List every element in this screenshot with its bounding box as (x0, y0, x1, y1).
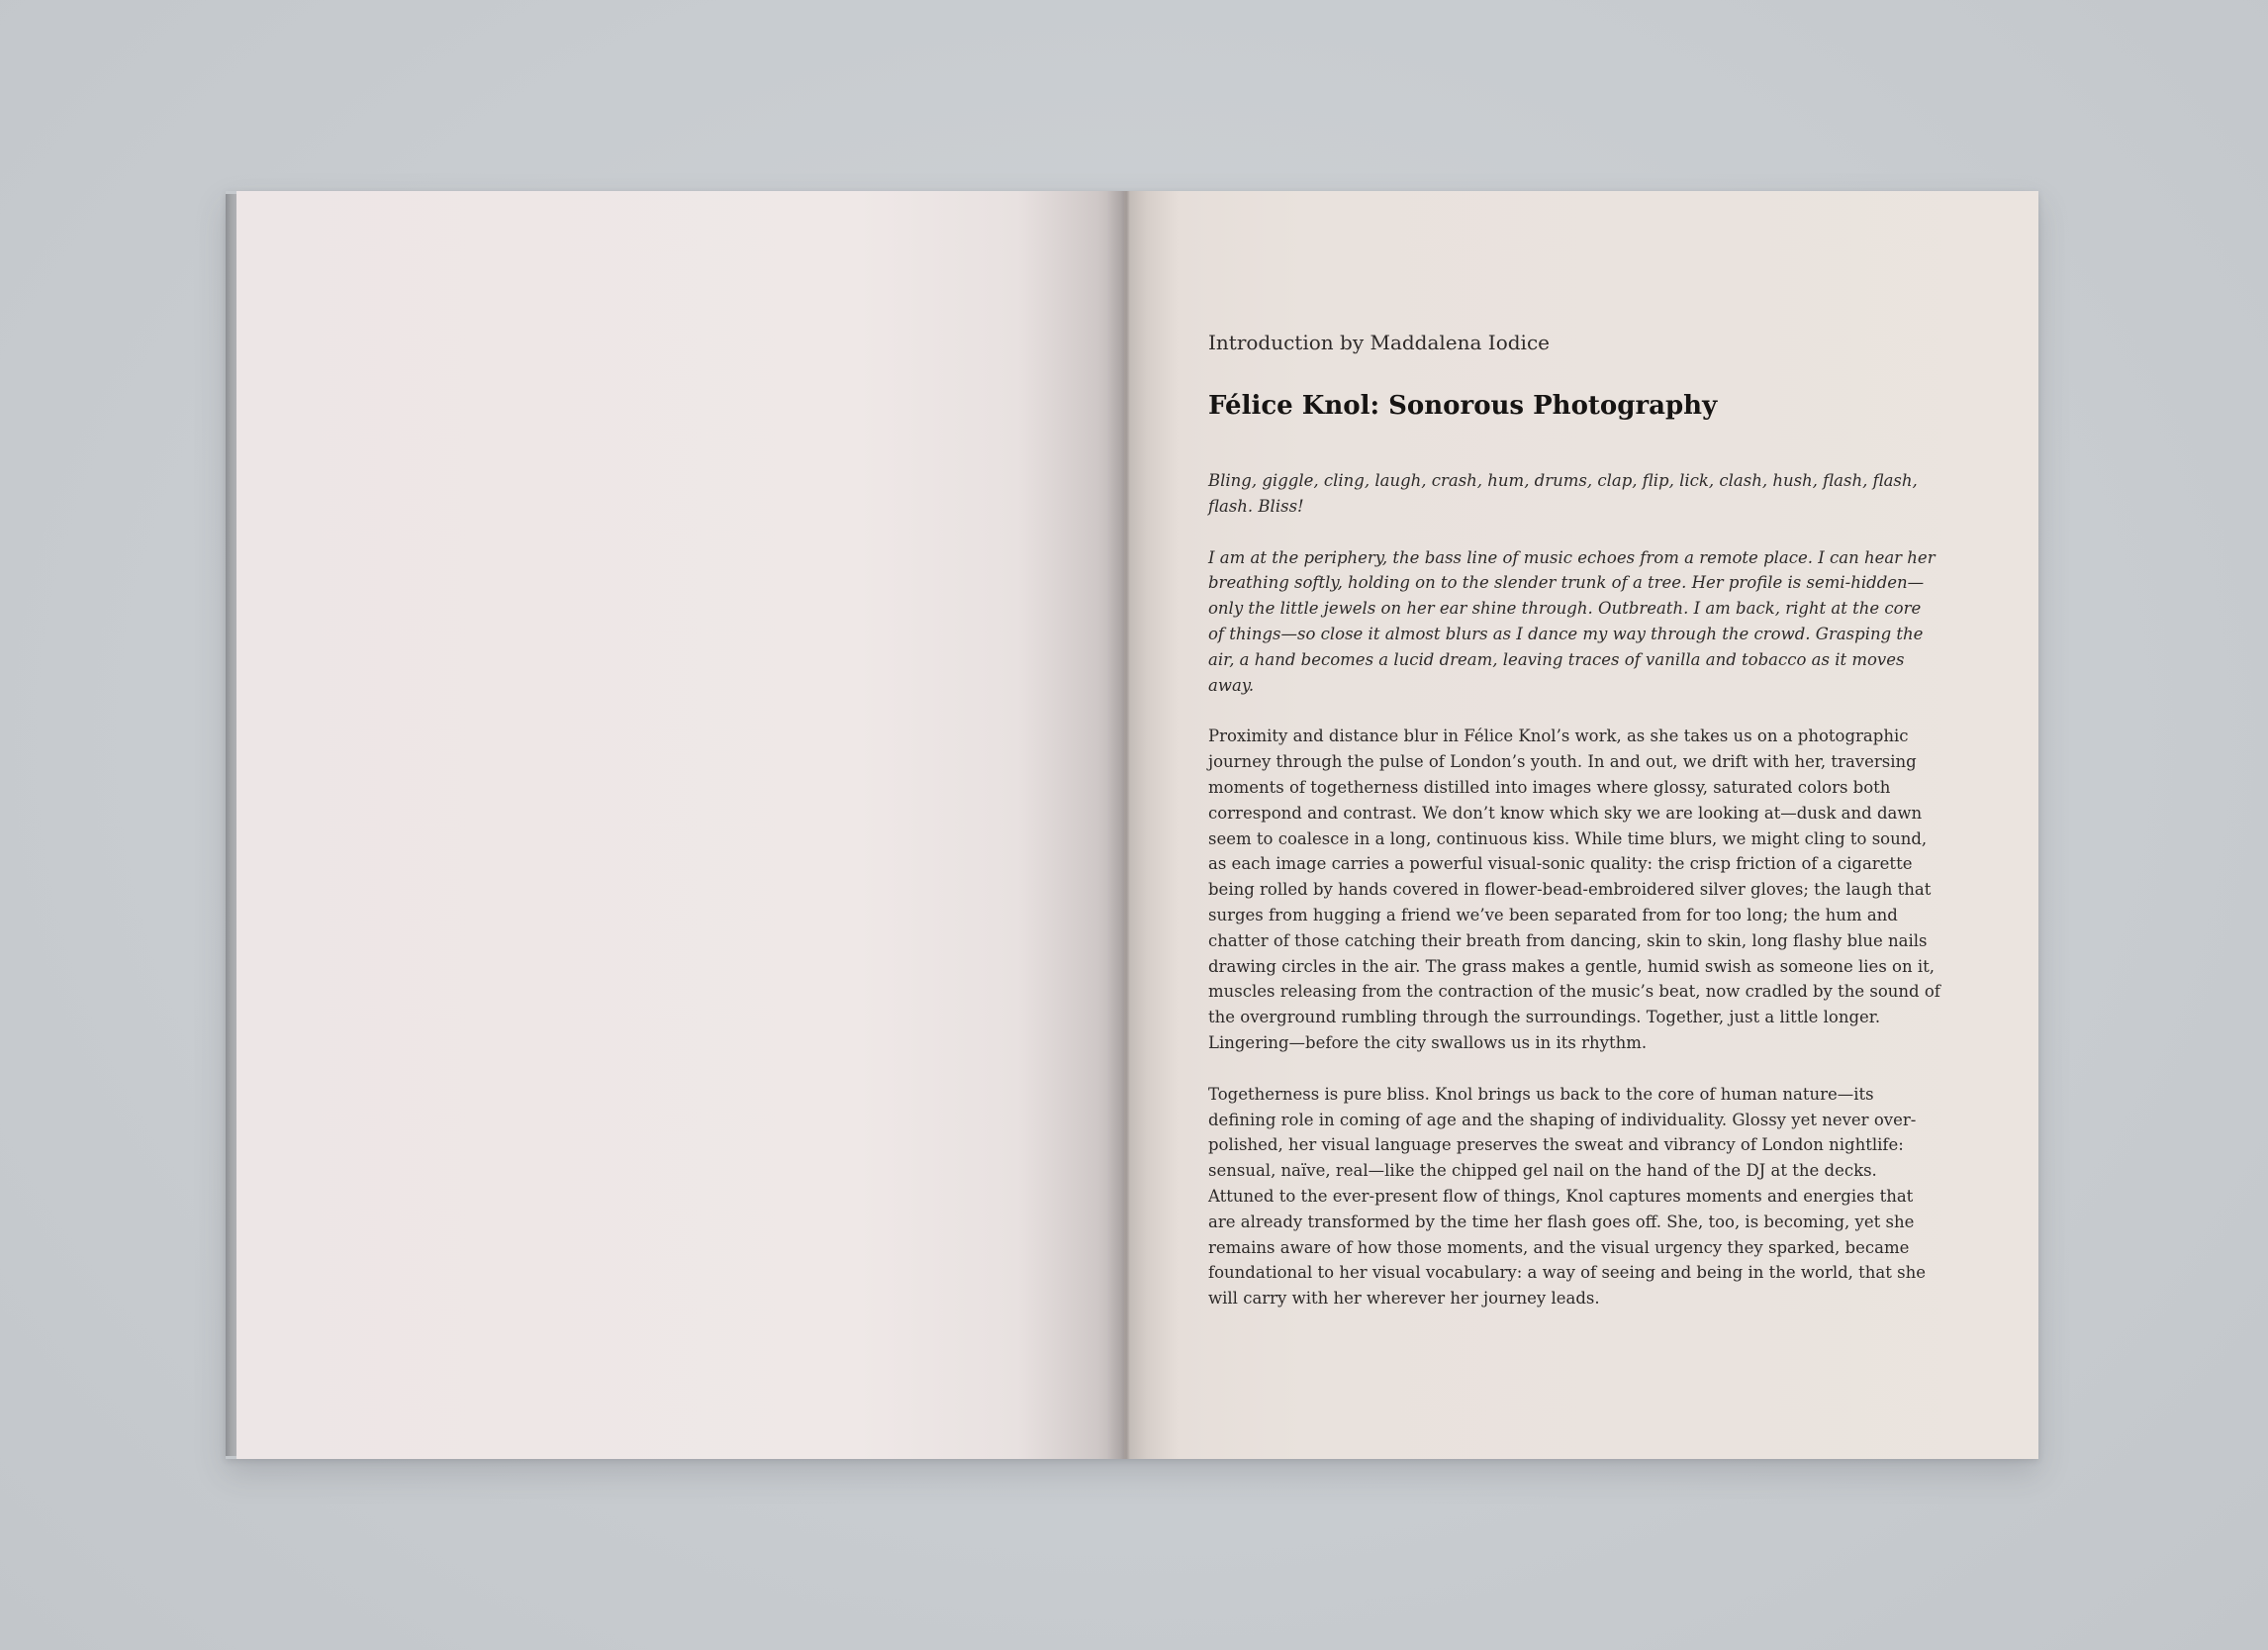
introduction-byline: Introduction by Maddalena Iodice (1208, 331, 1550, 354)
italic-paragraph-onomatopoeia: Bling, giggle, cling, laugh, crash, hum, drums, clap, flip, lick, clash, hush, flash, flash, flash. Bliss! (1208, 471, 1918, 516)
article-title: Félice Knol: Sonorous Photography (1208, 391, 1718, 421)
italic-paragraph-scene: I am at the periphery, the bass line of music echoes from a remote place. I can hear her breathing softly, holding on to the slender trunk of a tree. Her profile is semi-hidden—only the little jewels on her ear shine through. Outbreath. I am back, right at the core of things—so close it almost blurs as I dance my way through the crowd. Grasping the air, a hand becomes a lucid dream, leaving traces of vanilla and tobacco as it moves away. (1208, 547, 1936, 695)
article-text-block (1208, 329, 1940, 1311)
left-page-blank (236, 191, 1124, 1459)
body-paragraph-togetherness: Togetherness is pure bliss. Knol brings us back to the core of human nature—its defining role in coming of age and the shaping of individuality. Glossy yet never over-polished, her visual language preserves the sweat and vibrancy of London nightlife: sensual, naïve, real—like the chipped gel nail on the hand of the DJ at the decks. Attuned to the ever-present flow of things, Knol captures moments and energies that are already transformed by the time her flash goes off. She, too, is becoming, yet she remains aware of how those moments, and the visual urgency they sparked, became foundational to her visual vocabulary: a way of seeing and being in the world, that she will carry with her wherever her journey leads. (1208, 1084, 1926, 1309)
body-paragraph-proximity: Proximity and distance blur in Félice Knol’s work, as she takes us on a photographic journey through the pulse of London’s youth. In and out, we drift with her, traversing moments of togetherness distilled into images where glossy, saturated colors both correspond and contrast. We don’t know which sky we are looking at—dusk and dawn seem to coalesce in a long, continuous kiss. While time blurs, we might cling to sound, as each image carries a powerful visual-sonic quality: the crisp friction of a cigarette being rolled by hands covered in flower-bead-embroidered silver gloves; the laugh that surges from hugging a friend we’ve been separated from for too long; the hum and chatter of those catching their breath from dancing, skin to skin, long flashy blue nails drawing circles in the air. The grass makes a gentle, humid swish as someone lies on it, muscles releasing from the contraction of the music’s beat, now cradled by the sound of the overground rumbling through the surroundings. Together, just a little longer. Lingering—before the city swallows us in its rhythm. (1208, 727, 1940, 1052)
book-gutter (1106, 191, 1130, 1459)
